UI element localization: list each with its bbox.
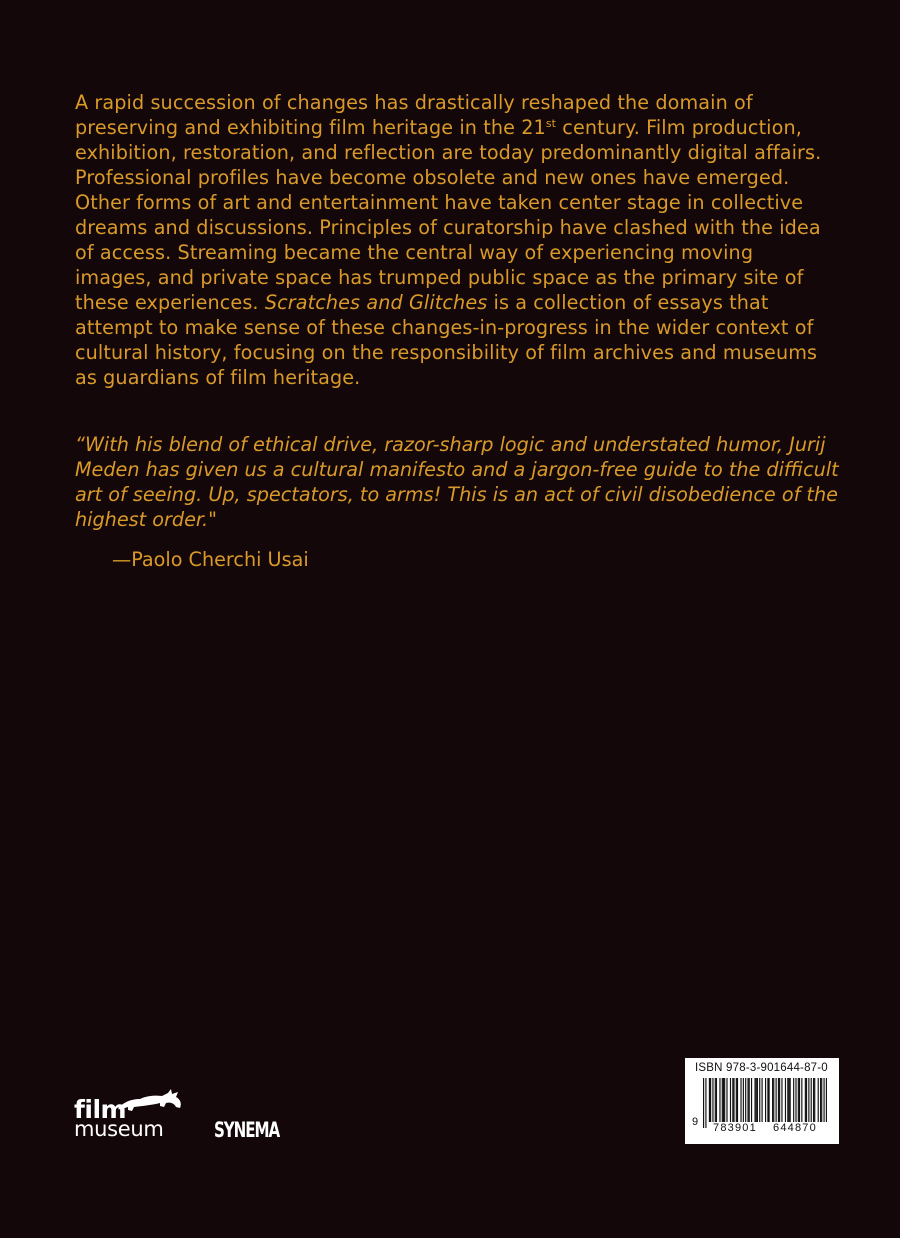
barcode-bar [737, 1078, 738, 1122]
barcode-bar [821, 1078, 822, 1122]
animal-icon [116, 1087, 186, 1117]
barcode-bar [761, 1078, 762, 1122]
barcode-bar [724, 1078, 725, 1122]
description-part-3: is a collection of essays that attempt to make sense of these changes-in-progress in the wider context of cultural history, focusing on the responsibility of film archives and museums as guardians of film heritage. [75, 291, 818, 389]
barcode-bar [788, 1078, 789, 1122]
barcode-bar [733, 1078, 734, 1122]
barcode-bar [826, 1078, 827, 1122]
barcode-bar [818, 1078, 819, 1122]
barcode-bar [726, 1078, 727, 1122]
barcode-bar [790, 1078, 791, 1122]
barcode-bar [740, 1078, 741, 1122]
isbn-label: ISBN 978-3-901644-87-0 [695, 1062, 828, 1074]
barcode-bar [757, 1078, 758, 1122]
barcode-bar [799, 1078, 800, 1122]
barcode-bar [730, 1078, 731, 1122]
barcode-bar [772, 1078, 773, 1122]
barcode-bar [814, 1078, 815, 1122]
barcode-bars [703, 1078, 827, 1128]
barcode-bar [795, 1078, 796, 1122]
barcode-bar [747, 1078, 748, 1122]
barcode-bar [745, 1078, 746, 1122]
barcode-bar [811, 1078, 812, 1122]
barcode-bar [806, 1078, 807, 1122]
barcode-bar [754, 1078, 755, 1122]
barcode-bar [798, 1078, 799, 1122]
barcode-bar [767, 1078, 768, 1122]
barcode-bar [801, 1078, 802, 1122]
barcode-bar [820, 1078, 821, 1122]
barcode-bar [749, 1078, 750, 1122]
barcode-bar [712, 1078, 713, 1122]
barcode-bar [823, 1078, 824, 1122]
barcode-bar [808, 1078, 809, 1122]
barcode-bar [715, 1078, 716, 1122]
endorsement-quote: “With his blend of ethical drive, razor-sharp logic and understated humor, Jurij Meden has given us a cultural manifesto and a jargon-free guide to the difficult art of seeing. Up, spectators, to arms! This is an act of civil disobedience of the highest order." [75, 433, 839, 531]
barcode-bar [769, 1078, 770, 1122]
barcode-bar [736, 1078, 737, 1122]
barcode-bar [722, 1078, 723, 1122]
quote-attribution: —Paolo Cherchi Usai [112, 548, 309, 571]
book-title: Scratches and Glitches [264, 291, 488, 314]
description-part-2: century. Film production, exhibition, restoration, and reflection are today predominantly digital affairs. Professional profiles have become obsolete and new ones have emerged. Other forms of art and entertainment have taken center stage in collective dreams and discussions. Principles of curatorship have clashed with the idea of access. Streaming became the central way of experiencing moving images, and private space has trumped public space as the primary site of these experiences. [75, 116, 822, 314]
synema-logo: SYNEMA [214, 1118, 280, 1142]
barcode-bar [703, 1078, 704, 1128]
barcode-bar [709, 1078, 710, 1122]
isbn-barcode [685, 1058, 839, 1144]
barcode-bar [716, 1078, 717, 1122]
filmmuseum-logo-line2: museum [74, 1117, 164, 1141]
description-part-1: A rapid succession of changes has drastically reshaped the domain of preserving and exhibiting film heritage in the 21 [75, 91, 753, 139]
barcode-bar [743, 1078, 744, 1122]
filmmuseum-logo [74, 1087, 186, 1147]
barcode-bar [773, 1078, 774, 1122]
barcode-bar [756, 1078, 757, 1122]
barcode-bar [705, 1078, 706, 1128]
barcode-bar [776, 1078, 777, 1122]
barcode-bar [779, 1078, 780, 1122]
filmmuseum-logo-line1: film [74, 1095, 127, 1124]
barcode-bar [751, 1078, 752, 1122]
barcode-bar [813, 1078, 814, 1122]
ordinal-suffix: st [545, 117, 557, 130]
barcode-bar [710, 1078, 711, 1122]
barcode-bar [732, 1078, 733, 1122]
barcode-bar [759, 1078, 760, 1122]
barcode-bar [765, 1078, 766, 1122]
book-description [75, 90, 835, 390]
barcode-bar [719, 1078, 720, 1122]
barcode-bar [805, 1078, 806, 1122]
barcode-bar [781, 1078, 782, 1122]
barcode-leading-digit: 9 [692, 1116, 699, 1128]
barcode-bar [793, 1078, 794, 1122]
barcode-bar [778, 1078, 779, 1122]
barcode-bar [787, 1078, 788, 1122]
barcode-right-digits: 644870 [773, 1122, 817, 1134]
barcode-bar [723, 1078, 724, 1122]
barcode-left-digits: 783901 [713, 1122, 757, 1134]
barcode-bar [785, 1078, 786, 1122]
